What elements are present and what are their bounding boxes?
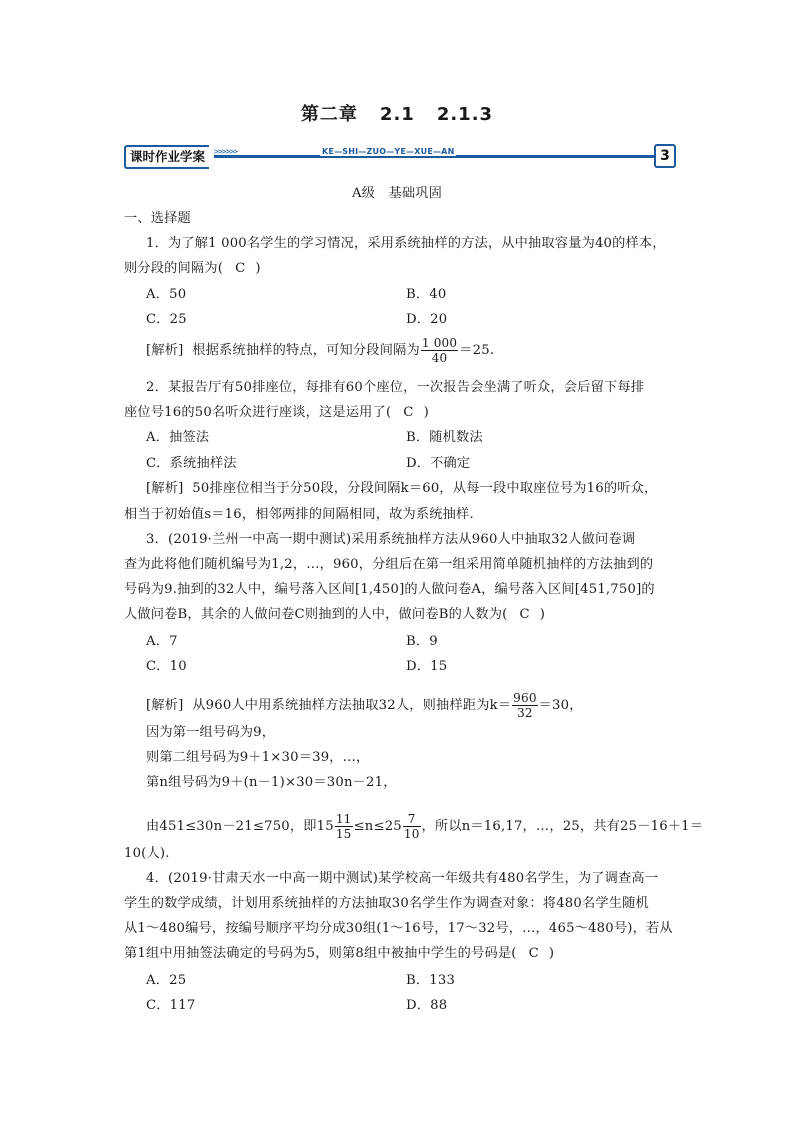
q4-line1: 4．(2019·甘肃天水一中高一期中测试)某学校高一年级共有480名学生，为了调查高一: [146, 871, 659, 886]
q3-fraction: $\frac{960}{32}$: [513, 691, 537, 720]
q3-analysis: [解析] 从960人中用系统抽样方法抽取32人，则抽样距为k＝ $\frac{960}{32}$ ＝30，: [146, 691, 583, 720]
homework-banner: [124, 143, 680, 169]
q2-option-d: D．不确定: [406, 456, 471, 471]
q1-line2: 则分段的间隔为( C ): [124, 261, 261, 276]
banner-arrows-icon: >>>>>>: [214, 147, 237, 156]
analysis-tag: [解析]: [146, 698, 184, 713]
q3-step5: 10(人).: [124, 846, 170, 861]
q3-mixed-fraction-2: $\frac{7}{10}$: [403, 812, 420, 841]
part-heading: 一、选择题: [124, 211, 191, 226]
q2-analysis-line2: 相当于初始值s＝16，相邻两排的间隔相同，故为系统抽样.: [124, 507, 474, 522]
q4-option-c: C．117: [146, 998, 196, 1013]
q1-option-b: B．40: [406, 287, 447, 302]
q3-option-c: C．10: [146, 659, 187, 674]
q1-line1: 1．为了解1 000名学生的学习情况，采用系统抽样的方法，从中抽取容量为40的样本，: [146, 236, 666, 251]
analysis-tag: [解析]: [146, 343, 184, 358]
level-heading: A级 基础巩固: [351, 186, 443, 201]
q1-analysis: [解析] 根据系统抽样的特点，可知分段间隔为 $\frac{1 000}{40}$ ＝25.: [146, 336, 495, 365]
q3-line3: 号码为9.抽到的32人中，编号落入区间[1,450]的人做问卷A，编号落入区间[451,750]的: [124, 582, 655, 597]
q4-line2: 学生的数学成绩，计划用系统抽样的方法抽取30名学生作为调查对象：将480名学生随机: [124, 896, 649, 911]
q3-mixed-fraction-1: $\frac{11}{15}$: [335, 812, 352, 841]
q3-step4: 由451≤30n－21≤750，即15 $\frac{11}{15}$ ≤n≤25 $\frac{7}{10}$ ，所以n＝16,17，…，25，共有25－16＋1＝: [146, 812, 704, 841]
banner-pinyin: KE—SHI—ZUO—YE—XUE—AN: [322, 147, 455, 156]
q3-line2: 查为此将他们随机编号为1,2，…，960，分组后在第一组采用简单随机抽样的方法抽到的: [124, 557, 654, 572]
q2-line2: 座位号16的50名听众进行座谈，这是运用了( C ): [124, 405, 429, 420]
page-title: [0, 100, 794, 126]
q3-option-b: B．9: [406, 634, 438, 649]
chapter-label: 第二章: [300, 104, 358, 125]
banner-label: 课时作业学案: [124, 145, 209, 169]
subsection-label: 2.1.3: [436, 104, 494, 125]
q3-step3: 第n组号码为9＋(n－1)×30＝30n－21，: [146, 775, 397, 790]
q1-answer: C: [235, 261, 246, 276]
q4-option-b: B．133: [406, 973, 456, 988]
q1-option-c: C．25: [146, 312, 187, 327]
q4-answer: C: [528, 946, 539, 961]
q3-step1: 因为第一组号码为9，: [146, 725, 276, 740]
lesson-number-badge: 3: [654, 144, 676, 168]
q3-line1: 3．(2019·兰州一中高一期中测试)采用系统抽样方法从960人中抽取32人做问卷调: [146, 532, 636, 547]
q2-option-b: B．随机数法: [406, 430, 483, 445]
q1-option-d: D．20: [406, 312, 448, 327]
section-label: 2.1: [379, 104, 415, 125]
q1-option-a: A．50: [146, 287, 187, 302]
q2-option-a: A．抽签法: [146, 430, 210, 445]
q3-answer: C: [519, 607, 530, 622]
q4-line4: 第1组中用抽签法确定的号码为5，则第8组中被抽中学生的号码是( C ): [124, 946, 555, 961]
q3-step2: 则第二组号码为9＋1×30＝39，…，: [146, 750, 370, 765]
q2-answer: C: [403, 405, 414, 420]
q4-line3: 从1～480编号，按编号顺序平均分成30组(1～16号，17～32号，…，465～480号)，若从: [124, 921, 673, 936]
q2-analysis-line1: [解析] 50排座位相当于分50段，分段间隔k＝60，从每一段中取座位号为16的听众，: [146, 481, 658, 496]
q4-option-a: A．25: [146, 973, 187, 988]
q3-line4: 人做问卷B，其余的人做问卷C则抽到的人中，做问卷B的人数为( C ): [124, 607, 546, 622]
analysis-tag: [解析]: [146, 481, 184, 496]
q2-option-c: C．系统抽样法: [146, 456, 237, 471]
q3-option-d: D．15: [406, 659, 448, 674]
q2-line1: 2．某报告厅有50排座位，每排有60个座位，一次报告会坐满了听众，会后留下每排: [146, 380, 645, 395]
q4-option-d: D．88: [406, 998, 448, 1013]
q1-fraction: $\frac{1 000}{40}$: [421, 336, 458, 365]
q3-option-a: A．7: [146, 634, 178, 649]
